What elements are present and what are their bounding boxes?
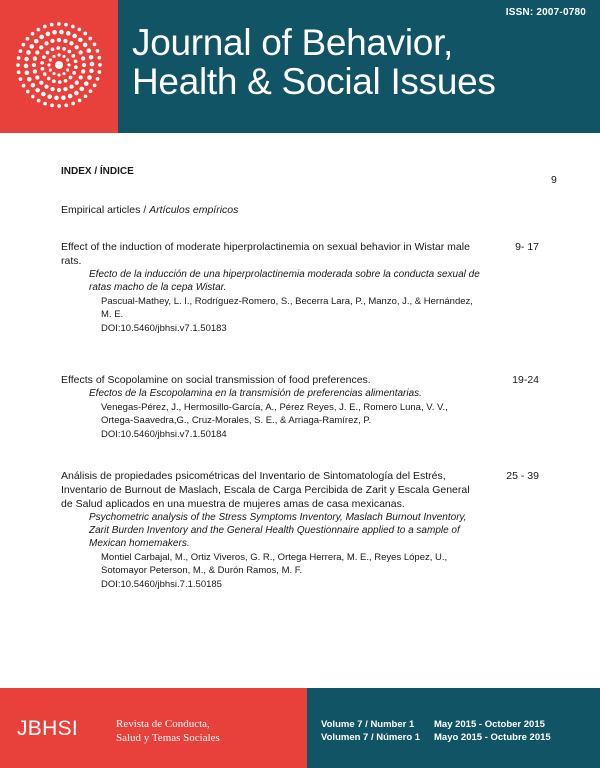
logo-dot (33, 69, 37, 73)
logo-dot (75, 45, 79, 49)
article-entry-1 (61, 240, 581, 335)
logo-dot (81, 56, 85, 60)
logo-dot (49, 58, 52, 61)
logo-dot (61, 95, 66, 100)
logo-dot (88, 37, 92, 41)
logo-dot (35, 50, 39, 54)
logo-dot (37, 99, 41, 103)
sunburst-logo-icon (14, 20, 104, 110)
logo-dot (19, 49, 23, 53)
journal-header (0, 0, 600, 133)
logo-dot (66, 68, 69, 71)
logo-dot (44, 85, 48, 89)
logo-dot (74, 91, 79, 96)
logo-dot (22, 43, 26, 47)
logo-dot (78, 38, 83, 43)
logo-dot (40, 61, 44, 65)
section-heading-es: Artículos empíricos (149, 204, 239, 216)
journal-footer (0, 688, 600, 768)
logo-dot (62, 47, 66, 51)
logo-dot (39, 45, 43, 49)
logo-dot (52, 79, 56, 83)
logo-dot (46, 32, 51, 37)
article-translated-title: Efectos de la Escopolamina en la transmisión de preferencias alimentarias. (89, 388, 422, 399)
article-doi[interactable]: DOI:10.5460/jbhsi.v7.1.50184 (101, 429, 227, 440)
logo-dot (22, 84, 26, 88)
logo-dot (57, 38, 61, 42)
logo-dot (78, 50, 82, 54)
index-page-number: 9 (551, 174, 557, 186)
logo-dot (64, 79, 68, 83)
logo-dot (47, 77, 51, 81)
journal-title-line-1: Journal of Behavior, (132, 22, 454, 63)
logo-dot (69, 84, 73, 88)
logo-dot (82, 63, 86, 67)
logo-panel (0, 0, 118, 133)
volume-es: Volumen 7 / Número 1 (321, 732, 421, 743)
logo-dot (83, 43, 88, 48)
logo-dot (64, 103, 68, 107)
logo-dot (25, 71, 30, 76)
logo-dot (57, 88, 61, 92)
logo-dot (79, 75, 83, 79)
logo-dot (26, 90, 30, 94)
logo-dot (35, 75, 39, 79)
article-pages: 9- 17 (515, 241, 539, 253)
article-doi[interactable]: DOI:10.5460/jbhsi.v7.1.50183 (101, 323, 227, 334)
logo-dot (43, 72, 47, 76)
logo-dot (44, 41, 48, 45)
volume-info (321, 718, 420, 744)
logo-dot (50, 104, 54, 108)
article-translated-title: Psychometric analysis of the Stress Symptoms Inventory, Maslach Burnout Inventory, Zarit Burden Inventory and the General Health Questionnaire applied to a sample of Mexican homemakers. (89, 512, 467, 549)
logo-dot (43, 102, 47, 106)
logo-dot (86, 48, 91, 53)
logo-dot (63, 39, 67, 43)
logo-dot (96, 49, 100, 53)
logo-dot (24, 57, 29, 62)
article-title[interactable]: Effects of Scopolamine on social transmission of food preferences. (61, 374, 371, 386)
logo-dot (75, 81, 79, 85)
logo-dot (71, 25, 75, 29)
logo-dot (39, 81, 43, 85)
logo-dot (98, 63, 102, 67)
logo-dot (35, 88, 40, 93)
dates-en: May 2015 - October 2015 (434, 719, 545, 730)
logo-dot (69, 76, 73, 80)
logo-dot (47, 63, 50, 66)
logo-dot (87, 75, 92, 80)
article-pages: 25 - 39 (506, 470, 539, 482)
logo-dot (37, 28, 41, 32)
logo-dot (31, 95, 35, 99)
logo-dot (31, 32, 35, 36)
logo-dot (24, 64, 29, 69)
logo-dot (72, 34, 77, 39)
article-doi[interactable]: DOI:10.5460/jbhsi.7.1.50185 (101, 579, 222, 590)
logo-dot (39, 35, 44, 40)
dates-es: Mayo 2015 - Octubre 2015 (434, 732, 551, 743)
logo-dot (89, 55, 94, 60)
journal-title (132, 23, 496, 101)
article-authors: Venegas-Pérez, J., Hermosillo-García, A., Pérez Reyes, J. E., Romero Luna, V. V., Ortega-Saavedra,G., Cruz-Morales, S. E., & Arriaga-Ramírez, P. (101, 402, 448, 426)
volume-en: Volume 7 / Number 1 (321, 719, 415, 730)
table-of-contents (0, 133, 600, 688)
logo-dot (56, 46, 60, 50)
logo-dot (57, 73, 60, 76)
logo-dot (17, 56, 21, 60)
logo-dot (59, 30, 64, 35)
logo-dot (31, 83, 36, 88)
logo-dot (74, 59, 78, 63)
logo-dot (67, 63, 70, 66)
logo-dot (64, 23, 68, 27)
logo-dot (52, 30, 57, 35)
logo-center-dot (55, 61, 63, 69)
article-authors: Pascual-Mathey, L. I., Rodríguez-Romero, S., Becerra Lara, P., Manzo, J., & Hernández, M. E. (101, 296, 473, 320)
logo-dot (63, 87, 67, 91)
section-heading (61, 204, 238, 216)
logo-dot (62, 72, 65, 75)
logo-dot (58, 80, 62, 84)
footer-left-panel (0, 688, 307, 768)
logo-dot (66, 31, 71, 36)
issue-dates (434, 718, 551, 744)
spanish-title (116, 717, 220, 745)
logo-dot (26, 50, 31, 55)
logo-dot (90, 62, 95, 67)
index-heading: INDEX / ÍNDICE (61, 166, 134, 177)
logo-dot (78, 99, 82, 103)
article-entry-2 (61, 373, 581, 441)
logo-dot (89, 89, 93, 93)
article-translated-title: Efecto de la inducción de una hiperprolactinemia moderada sobre la conducta sexual de ratas macho de la cepa Wistar. (89, 269, 480, 293)
logo-dot (93, 43, 97, 47)
logo-dot (89, 69, 94, 74)
logo-dot (67, 50, 71, 54)
logo-dot (50, 23, 54, 27)
logo-dot (27, 77, 32, 82)
article-entry-3 (61, 469, 581, 591)
logo-dot (74, 65, 78, 69)
title-panel (118, 0, 600, 133)
logo-dot (47, 94, 52, 99)
logo-dot (72, 71, 76, 75)
logo-dot (57, 53, 60, 56)
logo-dot (71, 54, 75, 58)
logo-dot (43, 25, 47, 29)
logo-dot (57, 104, 61, 108)
section-heading-en: Empirical articles / (61, 204, 150, 216)
logo-dot (29, 44, 34, 49)
logo-dot (26, 37, 30, 41)
logo-dot (97, 56, 101, 60)
footer-right-panel (307, 688, 600, 768)
logo-dot (50, 39, 54, 43)
spanish-title-line-1: Revista de Conducta, (116, 718, 210, 730)
article-authors: Montiel Carbajal, M., Ortiz Viveros, G. R., Ortega Herrera, M. E., Reyes López, U., Sotomayor Peterson, M., & Durón Ramos, M. F. (101, 552, 448, 576)
logo-dot (17, 70, 21, 74)
logo-dot (81, 69, 85, 73)
logo-dot (33, 56, 37, 60)
article-pages: 19-24 (512, 374, 539, 386)
logo-dot (50, 87, 54, 91)
logo-dot (84, 81, 89, 86)
logo-dot (69, 41, 73, 45)
logo-dot (16, 63, 20, 67)
logo-dot (32, 63, 36, 67)
logo-dot (54, 96, 59, 101)
logo-dot (41, 67, 45, 71)
logo-dot (84, 94, 88, 98)
logo-dot (52, 72, 55, 75)
logo-dot (51, 47, 55, 51)
logo-dot (49, 68, 52, 71)
logo-dot (34, 39, 39, 44)
logo-dot (42, 55, 46, 59)
logo-dot (78, 28, 82, 32)
logo-dot (19, 77, 23, 81)
logo-dot (66, 58, 69, 61)
logo-dot (68, 94, 73, 99)
spanish-title-line-2: Salud y Temas Sociales (116, 732, 220, 744)
logo-dot (98, 70, 102, 74)
logo-dot (96, 77, 100, 81)
logo-dot (46, 51, 50, 55)
issn-label: ISSN: 2007-0780 (505, 7, 586, 18)
logo-dot (52, 55, 55, 58)
logo-dot (57, 22, 61, 26)
logo-dot (62, 55, 65, 58)
journal-title-line-2: Health & Social Issues (132, 61, 496, 102)
journal-acronym: JBHSI (17, 717, 79, 740)
logo-dot (71, 102, 75, 106)
article-title[interactable]: Effect of the induction of moderate hiperprolactinemia on sexual behavior in Wistar male rats. (61, 241, 470, 267)
logo-dot (41, 92, 46, 97)
logo-dot (93, 84, 97, 88)
logo-dot (79, 87, 84, 92)
article-title[interactable]: Análisis de propiedades psicométricas del Inventario de Sintomatología del Estrés, Inventario de Burnout de Maslach, Escala de Carga Percibida de Zarit y Escala General de Salud aplicados en una muestra de mujeres amas de casa mexicanas. (61, 470, 470, 510)
logo-dot (83, 32, 87, 36)
